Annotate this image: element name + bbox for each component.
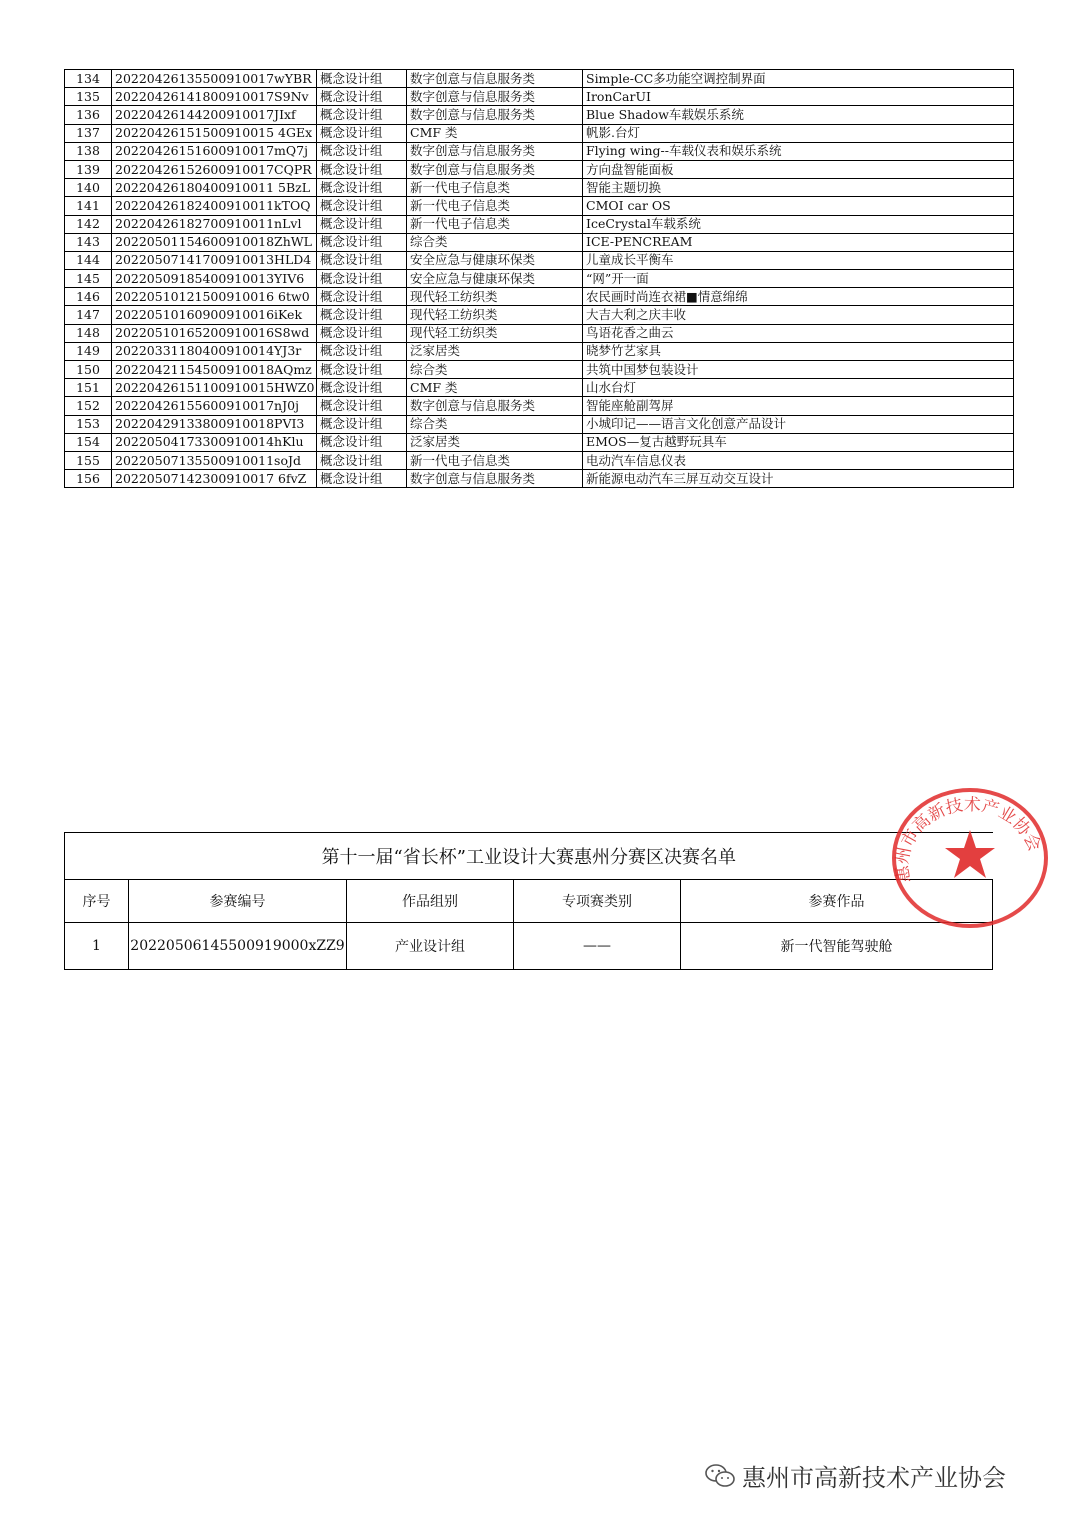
cell-group: 概念设计组 bbox=[317, 361, 407, 379]
cell-category: 数字创意与信息服务类 bbox=[407, 397, 583, 415]
cell-no: 136 bbox=[65, 106, 112, 124]
cell-group: 概念设计组 bbox=[317, 215, 407, 233]
cell-work: 大吉大利之庆丰收 bbox=[583, 306, 1014, 324]
cell-code: 20220506145500919000xZZ9 bbox=[129, 923, 347, 970]
cell-category: 泛家居类 bbox=[407, 433, 583, 451]
cell-code: 20220507135500910011soJd bbox=[112, 451, 317, 469]
cell-code: 20220509185400910013YIV6 bbox=[112, 270, 317, 288]
cell-group: 概念设计组 bbox=[317, 470, 407, 488]
cell-category: CMF 类 bbox=[407, 124, 583, 142]
header-category: 专项赛类别 bbox=[514, 880, 681, 923]
cell-category: 现代轻工纺织类 bbox=[407, 324, 583, 342]
cell-work: 共筑中国梦包装设计 bbox=[583, 361, 1014, 379]
table-row bbox=[65, 324, 1014, 342]
table-row bbox=[65, 288, 1014, 306]
cell-code: 20220331180400910014YJ3r bbox=[112, 342, 317, 360]
cell-code: 20220429133800910018PVI3 bbox=[112, 415, 317, 433]
cell-no: 139 bbox=[65, 160, 112, 178]
cell-code: 20220507142300910017 6fvZ bbox=[112, 470, 317, 488]
cell-code: 20220426144200910017JIxf bbox=[112, 106, 317, 124]
cell-work: 鸟语花香之曲云 bbox=[583, 324, 1014, 342]
cell-work: 农民画时尚连衣裙■情意绵绵 bbox=[583, 288, 1014, 306]
cell-no: 150 bbox=[65, 361, 112, 379]
table-row bbox=[65, 433, 1014, 451]
cell-no: 138 bbox=[65, 142, 112, 160]
cell-work: 电动汽车信息仪表 bbox=[583, 451, 1014, 469]
cell-no: 151 bbox=[65, 379, 112, 397]
cell-work: ICE-PENCREAM bbox=[583, 233, 1014, 251]
cell-code: 20220426155600910017nJ0j bbox=[112, 397, 317, 415]
cell-code: 20220421154500910018AQmz bbox=[112, 361, 317, 379]
cell-no: 147 bbox=[65, 306, 112, 324]
cell-group: 产业设计组 bbox=[347, 923, 514, 970]
table-row bbox=[65, 251, 1014, 269]
association-seal-stamp bbox=[890, 786, 1050, 930]
cell-no: 153 bbox=[65, 415, 112, 433]
cell-category: 新一代电子信息类 bbox=[407, 179, 583, 197]
cell-category: 安全应急与健康环保类 bbox=[407, 270, 583, 288]
cell-no: 135 bbox=[65, 88, 112, 106]
entries-table bbox=[64, 69, 1014, 488]
entries-table-body bbox=[65, 70, 1014, 488]
cell-work: 方向盘智能面板 bbox=[583, 160, 1014, 178]
table-row bbox=[65, 124, 1014, 142]
cell-work: IceCrystal车载系统 bbox=[583, 215, 1014, 233]
cell-no: 152 bbox=[65, 397, 112, 415]
cell-group: 概念设计组 bbox=[317, 433, 407, 451]
table-row bbox=[65, 197, 1014, 215]
table-row bbox=[65, 451, 1014, 469]
cell-code: 20220510160900910016iKek bbox=[112, 306, 317, 324]
svg-text:惠州市高新技术产业协会: 惠州市高新技术产业协会 bbox=[892, 794, 1045, 885]
cell-category: 现代轻工纺织类 bbox=[407, 306, 583, 324]
cell-group: 概念设计组 bbox=[317, 451, 407, 469]
cell-code: 20220426151500910015 4GEx bbox=[112, 124, 317, 142]
cell-work: Simple-CC多功能空调控制界面 bbox=[583, 70, 1014, 88]
header-group: 作品组别 bbox=[347, 880, 514, 923]
table-row bbox=[65, 88, 1014, 106]
header-work: 参赛作品 bbox=[681, 880, 993, 923]
cell-code: 20220510121500910016 6tw0 bbox=[112, 288, 317, 306]
table-row bbox=[65, 106, 1014, 124]
table-row bbox=[65, 397, 1014, 415]
cell-code: 20220507141700910013HLD4 bbox=[112, 251, 317, 269]
cell-category: CMF 类 bbox=[407, 379, 583, 397]
cell-category: 数字创意与信息服务类 bbox=[407, 142, 583, 160]
cell-code: 20220426141800910017S9Nv bbox=[112, 88, 317, 106]
table-row bbox=[65, 923, 993, 970]
cell-group: 概念设计组 bbox=[317, 306, 407, 324]
table-row bbox=[65, 179, 1014, 197]
cell-group: 概念设计组 bbox=[317, 233, 407, 251]
table-row bbox=[65, 342, 1014, 360]
cell-work: 智能座舱副驾屏 bbox=[583, 397, 1014, 415]
final-list-header-row bbox=[65, 880, 993, 923]
cell-no: 145 bbox=[65, 270, 112, 288]
cell-work: IronCarUI bbox=[583, 88, 1014, 106]
cell-no: 148 bbox=[65, 324, 112, 342]
cell-group: 概念设计组 bbox=[317, 88, 407, 106]
cell-category: 新一代电子信息类 bbox=[407, 197, 583, 215]
cell-no: 140 bbox=[65, 179, 112, 197]
final-list-table bbox=[64, 832, 993, 970]
cell-code: 20220426182700910011nLvl bbox=[112, 215, 317, 233]
cell-work: 小城印记——语言文化创意产品设计 bbox=[583, 415, 1014, 433]
cell-code: 20220426151100910015HWZ0 bbox=[112, 379, 317, 397]
cell-code: 20220426152600910017CQPR bbox=[112, 160, 317, 178]
cell-category: —— bbox=[514, 923, 681, 970]
cell-category: 综合类 bbox=[407, 415, 583, 433]
cell-code: 20220426151600910017mQ7j bbox=[112, 142, 317, 160]
cell-no: 154 bbox=[65, 433, 112, 451]
cell-work: CMOI car OS bbox=[583, 197, 1014, 215]
table-row bbox=[65, 233, 1014, 251]
cell-no: 142 bbox=[65, 215, 112, 233]
table-row bbox=[65, 361, 1014, 379]
cell-no: 144 bbox=[65, 251, 112, 269]
cell-group: 概念设计组 bbox=[317, 270, 407, 288]
header-no: 序号 bbox=[65, 880, 129, 923]
seal-star-icon bbox=[945, 830, 995, 878]
table-row bbox=[65, 160, 1014, 178]
cell-category: 综合类 bbox=[407, 233, 583, 251]
cell-no: 156 bbox=[65, 470, 112, 488]
cell-code: 20220426182400910011kTOQ bbox=[112, 197, 317, 215]
cell-category: 数字创意与信息服务类 bbox=[407, 70, 583, 88]
cell-code: 20220501154600910018ZhWL bbox=[112, 233, 317, 251]
cell-group: 概念设计组 bbox=[317, 324, 407, 342]
cell-category: 新一代电子信息类 bbox=[407, 451, 583, 469]
cell-category: 泛家居类 bbox=[407, 342, 583, 360]
cell-work: 儿童成长平衡车 bbox=[583, 251, 1014, 269]
table-row bbox=[65, 70, 1014, 88]
cell-work: EMOS—复古越野玩具车 bbox=[583, 433, 1014, 451]
cell-work: “网”开一面 bbox=[583, 270, 1014, 288]
cell-no: 1 bbox=[65, 923, 129, 970]
cell-category: 数字创意与信息服务类 bbox=[407, 160, 583, 178]
cell-no: 155 bbox=[65, 451, 112, 469]
cell-no: 141 bbox=[65, 197, 112, 215]
table-row bbox=[65, 215, 1014, 233]
cell-group: 概念设计组 bbox=[317, 106, 407, 124]
cell-category: 新一代电子信息类 bbox=[407, 215, 583, 233]
wechat-watermark bbox=[704, 1458, 1006, 1493]
cell-category: 现代轻工纺织类 bbox=[407, 288, 583, 306]
cell-work: 新能源电动汽车三屏互动交互设计 bbox=[583, 470, 1014, 488]
cell-group: 概念设计组 bbox=[317, 197, 407, 215]
cell-group: 概念设计组 bbox=[317, 160, 407, 178]
cell-group: 概念设计组 bbox=[317, 142, 407, 160]
cell-no: 137 bbox=[65, 124, 112, 142]
cell-category: 综合类 bbox=[407, 361, 583, 379]
cell-group: 概念设计组 bbox=[317, 124, 407, 142]
cell-group: 概念设计组 bbox=[317, 179, 407, 197]
cell-work: 帆影.台灯 bbox=[583, 124, 1014, 142]
cell-group: 概念设计组 bbox=[317, 415, 407, 433]
cell-category: 安全应急与健康环保类 bbox=[407, 251, 583, 269]
cell-code: 20220510165200910016S8wd bbox=[112, 324, 317, 342]
cell-group: 概念设计组 bbox=[317, 288, 407, 306]
final-list-title: 第十一届“省长杯”工业设计大赛惠州分赛区决赛名单 bbox=[65, 833, 993, 880]
cell-work: 智能主题切换 bbox=[583, 179, 1014, 197]
table-row bbox=[65, 142, 1014, 160]
cell-group: 概念设计组 bbox=[317, 379, 407, 397]
cell-code: 20220504173300910014hKlu bbox=[112, 433, 317, 451]
cell-group: 概念设计组 bbox=[317, 251, 407, 269]
cell-work: Blue Shadow车载娱乐系统 bbox=[583, 106, 1014, 124]
final-list-title-row bbox=[65, 833, 993, 880]
cell-group: 概念设计组 bbox=[317, 397, 407, 415]
table-row bbox=[65, 379, 1014, 397]
watermark-text: 惠州市高新技术产业协会 bbox=[742, 1464, 1006, 1492]
cell-work: 晓梦竹艺家具 bbox=[583, 342, 1014, 360]
cell-no: 146 bbox=[65, 288, 112, 306]
table-row bbox=[65, 470, 1014, 488]
cell-no: 149 bbox=[65, 342, 112, 360]
cell-category: 数字创意与信息服务类 bbox=[407, 106, 583, 124]
cell-code: 20220426180400910011 5BzL bbox=[112, 179, 317, 197]
cell-no: 143 bbox=[65, 233, 112, 251]
cell-work: Flying wing--车载仪表和娱乐系统 bbox=[583, 142, 1014, 160]
cell-code: 20220426135500910017wYBR bbox=[112, 70, 317, 88]
table-row bbox=[65, 270, 1014, 288]
cell-group: 概念设计组 bbox=[317, 342, 407, 360]
cell-work: 新一代智能驾驶舱 bbox=[681, 923, 993, 970]
cell-work: 山水台灯 bbox=[583, 379, 1014, 397]
cell-category: 数字创意与信息服务类 bbox=[407, 88, 583, 106]
header-code: 参赛编号 bbox=[129, 880, 347, 923]
table-row bbox=[65, 415, 1014, 433]
cell-no: 134 bbox=[65, 70, 112, 88]
cell-category: 数字创意与信息服务类 bbox=[407, 470, 583, 488]
table-row bbox=[65, 306, 1014, 324]
cell-group: 概念设计组 bbox=[317, 70, 407, 88]
wechat-icon bbox=[704, 1462, 736, 1490]
